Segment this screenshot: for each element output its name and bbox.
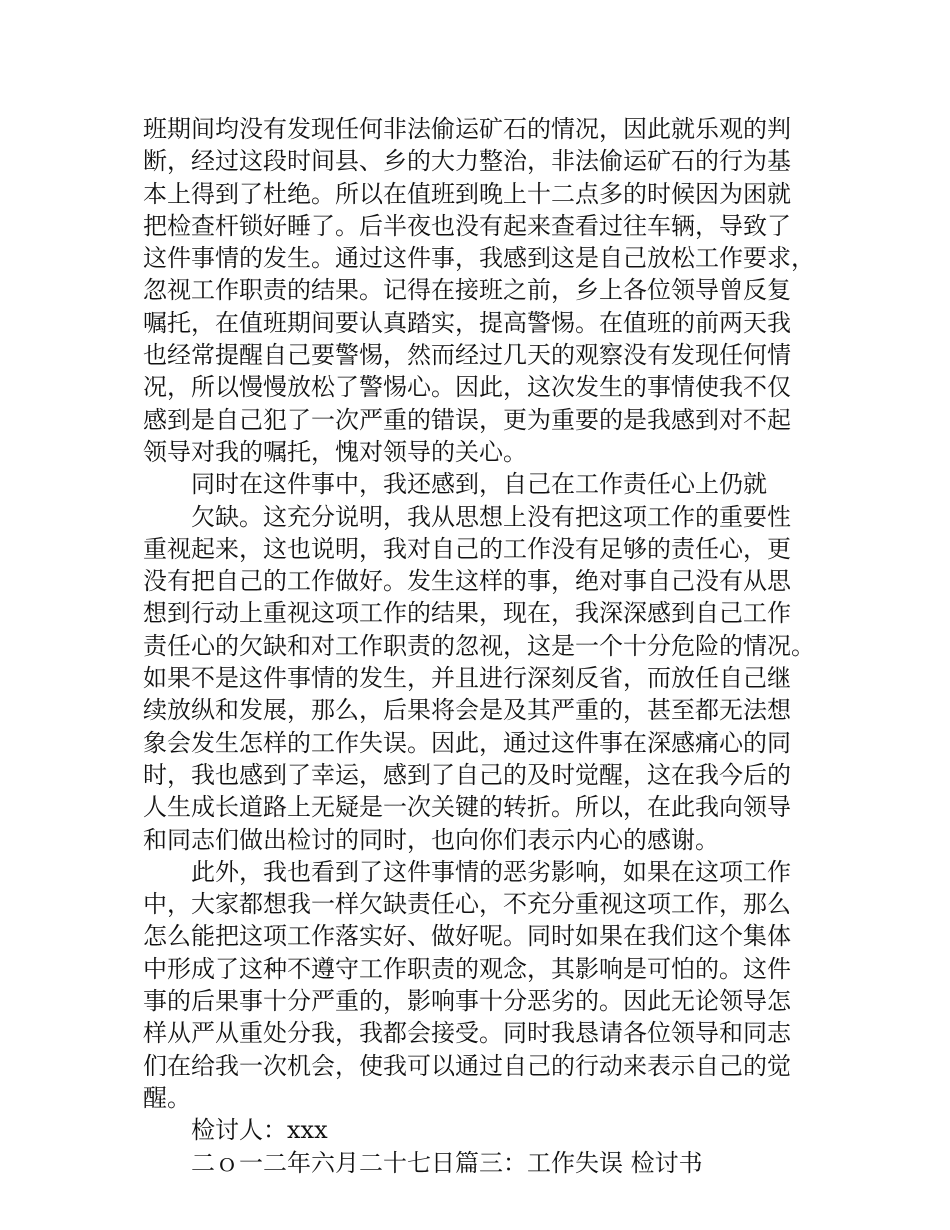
text-line: 续放纵和发展，那么，后果将会是及其严重的，甚至都无法想 bbox=[143, 696, 791, 725]
paragraph-start-line: 此外，我也看到了这件事情的恶劣影响，如果在这项工作 bbox=[191, 857, 791, 886]
text-line: 人生成长道路上无疑是一次关键的转折。所以，在此我向领导 bbox=[143, 793, 791, 822]
text-line: 没有把自己的工作做好。发生这样的事，绝对事自己没有从思 bbox=[143, 567, 791, 596]
text-line: 事的后果事十分严重的，影响事十分恶劣的。因此无论领导怎 bbox=[143, 987, 791, 1016]
text-line: 责任心的欠缺和对工作职责的忽视，这是一个十分危险的情况。 bbox=[143, 631, 815, 660]
text-line: 象会发生怎样的工作失误。因此，通过这件事在深感痛心的同 bbox=[143, 728, 791, 757]
text-line: 想到行动上重视这项工作的结果，现在，我深深感到自己工作 bbox=[143, 599, 791, 628]
date-heading-line: 二ｏ一二年六月二十七日篇三：工作失误 检讨书 bbox=[191, 1148, 703, 1177]
text-line: 把检查杆锁好睡了。后半夜也没有起来查看过往车辆，导致了 bbox=[143, 211, 791, 240]
paragraph-start-line: 同时在这件事中，我还感到，自己在工作责任心上仍就 bbox=[191, 470, 767, 499]
text-line: 重视起来，这也说明，我对自己的工作没有足够的责任心，更 bbox=[143, 534, 791, 563]
text-line: 嘱托，在值班期间要认真踏实，提高警惕。在值班的前两天我 bbox=[143, 308, 791, 337]
text-line: 样从严从重处分我，我都会接受。同时我恳请各位领导和同志 bbox=[143, 1019, 791, 1048]
text-line: 况，所以慢慢放松了警惕心。因此，这次发生的事情使我不仅 bbox=[143, 373, 791, 402]
text-line: 怎么能把这项工作落实好、做好呢。同时如果在我们这个集体 bbox=[143, 922, 791, 951]
text-line: 中形成了这种不遵守工作职责的观念，其影响是可怕的。这件 bbox=[143, 954, 791, 983]
text-line: 也经常提醒自己要警惕，然而经过几天的观察没有发现任何情 bbox=[143, 341, 791, 370]
text-line: 感到是自己犯了一次严重的错误，更为重要的是我感到对不起 bbox=[143, 405, 791, 434]
text-line: 时，我也感到了幸运，感到了自己的及时觉醒，这在我今后的 bbox=[143, 760, 791, 789]
text-line: 醒。 bbox=[143, 1083, 191, 1112]
text-line: 中，大家都想我一样欠缺责任心，不充分重视这项工作，那么 bbox=[143, 890, 791, 919]
text-line: 和同志们做出检讨的同时，也向你们表示内心的感谢。 bbox=[143, 825, 719, 854]
text-line: 领导对我的嘱托，愧对领导的关心。 bbox=[143, 437, 527, 466]
text-line: 欠缺。这充分说明，我从思想上没有把这项工作的重要性 bbox=[191, 502, 791, 531]
signature-line: 检讨人：xxx bbox=[191, 1116, 328, 1145]
text-line: 们在给我一次机会，使我可以通过自己的行动来表示自己的觉 bbox=[143, 1051, 791, 1080]
text-line: 本上得到了杜绝。所以在值班到晚上十二点多的时候因为困就 bbox=[143, 179, 791, 208]
text-line: 断，经过这段时间县、乡的大力整治，非法偷运矿石的行为基 bbox=[143, 147, 791, 176]
text-line: 忽视工作职责的结果。记得在接班之前，乡上各位领导曾反复 bbox=[143, 276, 791, 305]
document-body bbox=[143, 113, 823, 1179]
text-line: 这件事情的发生。通过这件事，我感到这是自己放松工作要求， bbox=[143, 244, 815, 273]
text-line: 如果不是这件事情的发生，并且进行深刻反省，而放任自己继 bbox=[143, 664, 791, 693]
text-line: 班期间均没有发现任何非法偷运矿石的情况，因此就乐观的判 bbox=[143, 115, 791, 143]
